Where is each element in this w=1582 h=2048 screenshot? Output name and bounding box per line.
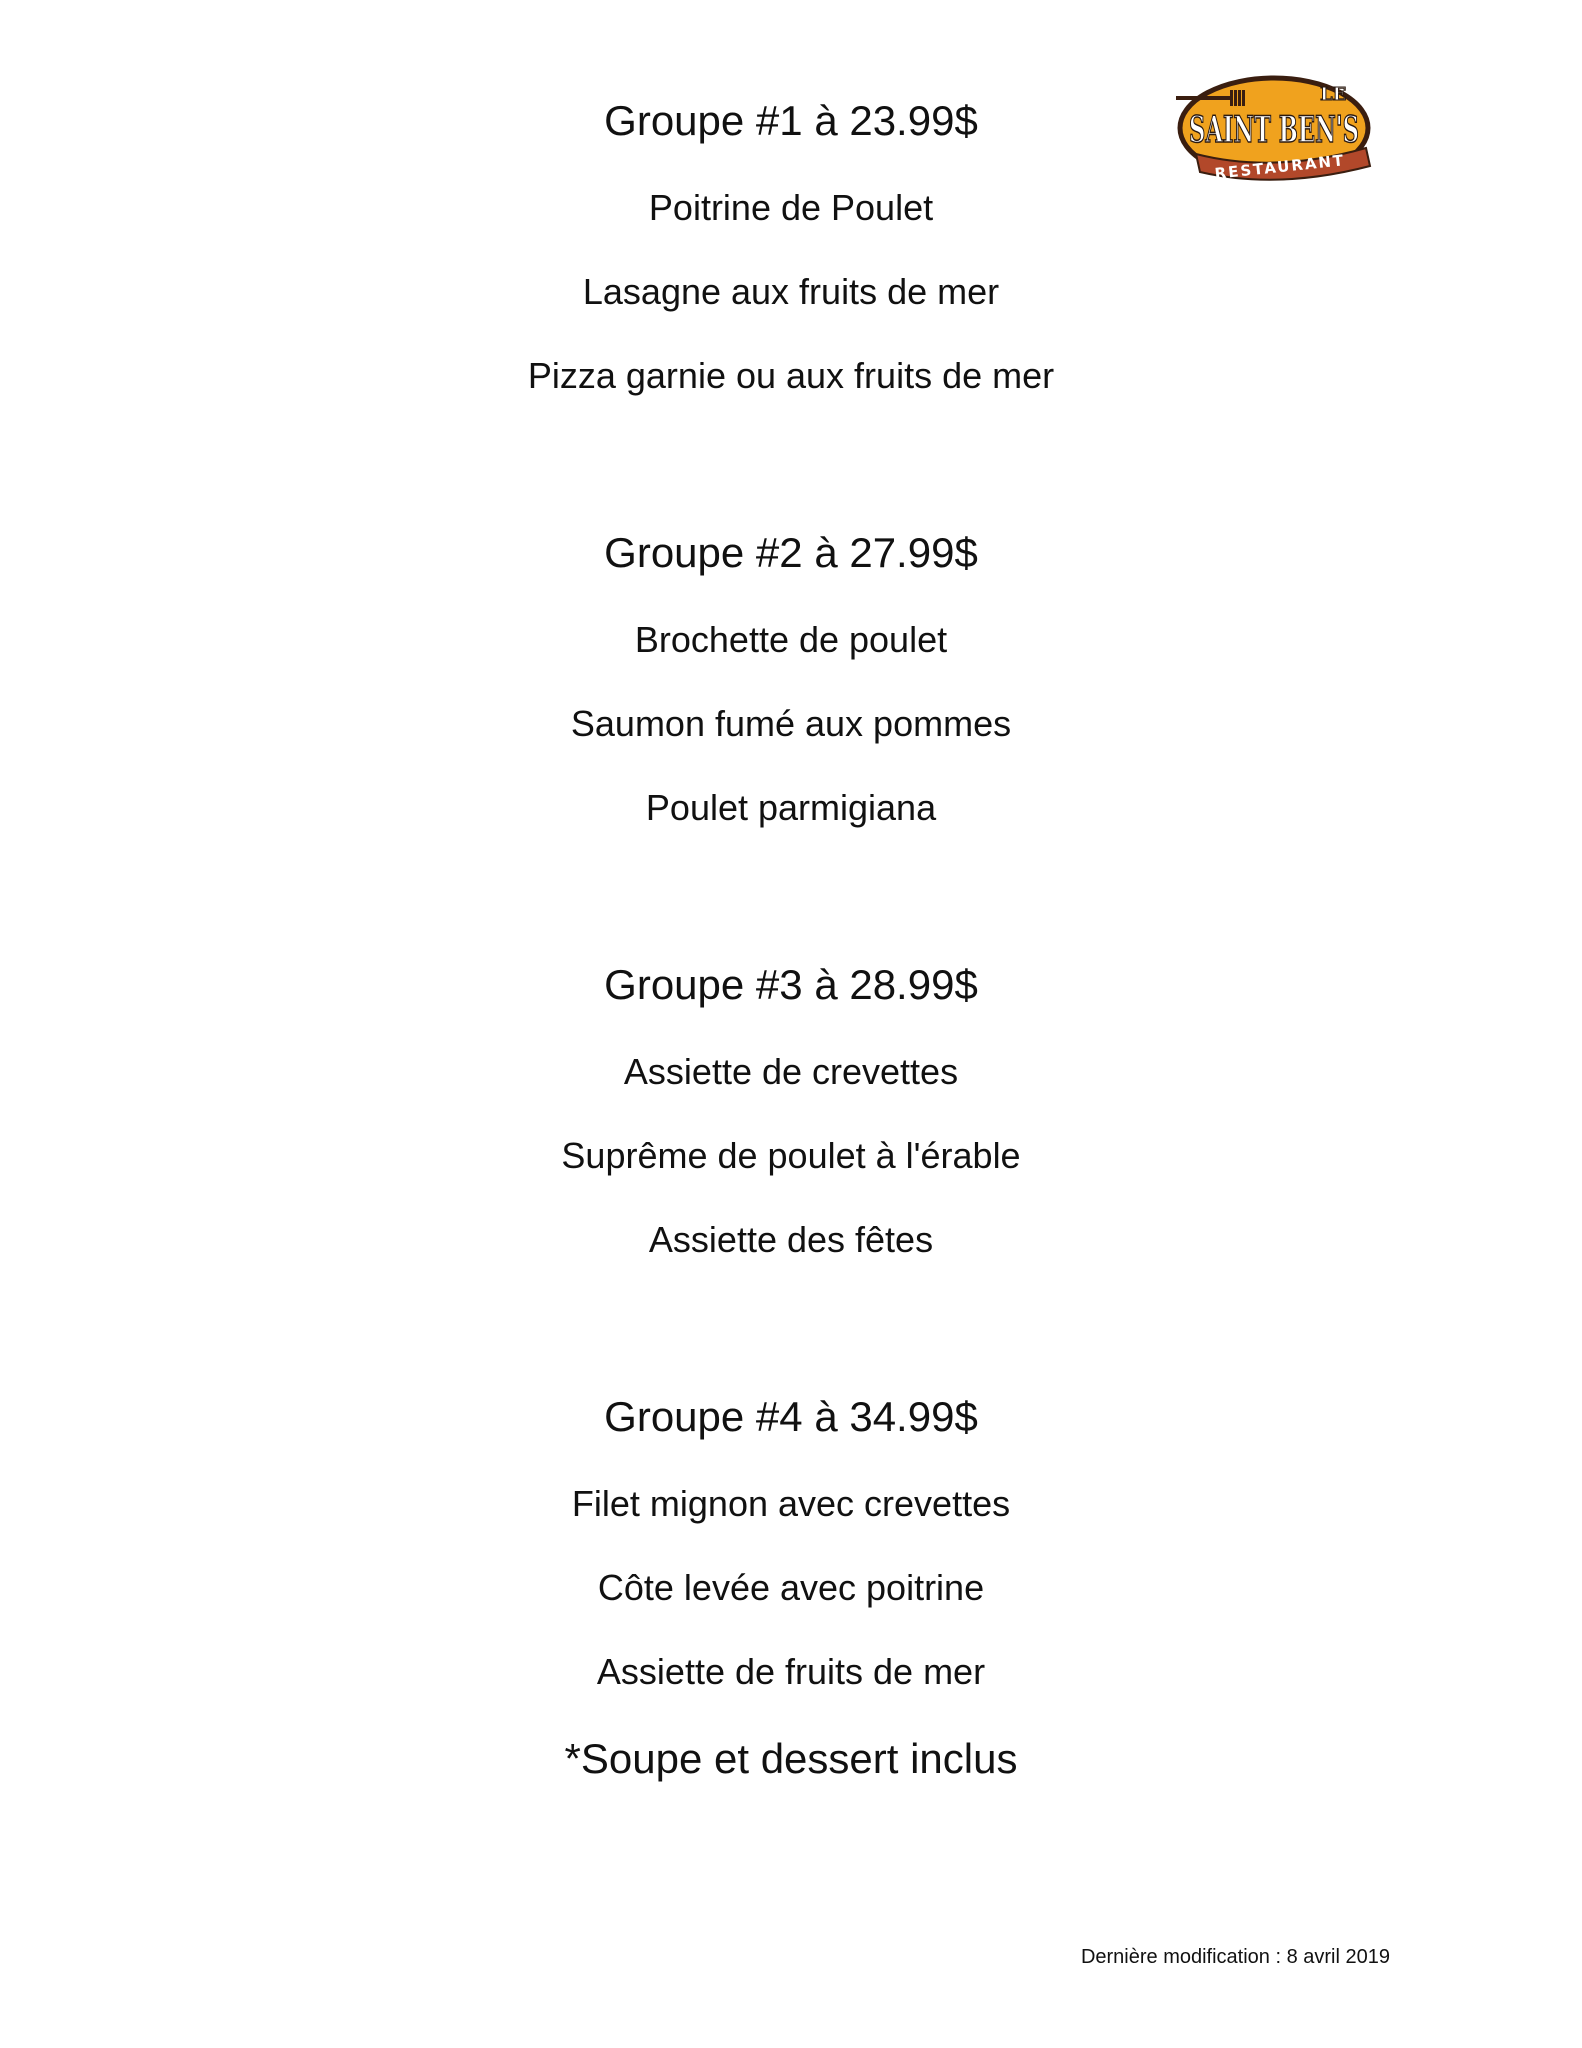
inclusion-note: *Soupe et dessert inclus (564, 1735, 1018, 1782)
group-3-item-1: Assiette de crevettes (623, 1051, 959, 1092)
group-2-item-1: Brochette de poulet (634, 619, 948, 660)
group-4-item-3: Assiette de fruits de mer (596, 1651, 986, 1692)
group-3-title: Groupe #3 à 28.99$ (604, 961, 978, 1008)
group-3-item-2: Suprême de poulet à l'érable (561, 1135, 1021, 1176)
last-modified-date: Dernière modification : 8 avril 2019 (1080, 1946, 1390, 1968)
group-1-item-2: Lasagne aux fruits de mer (582, 271, 1000, 312)
group-1-title: Groupe #1 à 23.99$ (604, 97, 978, 144)
svg-text:RESTAURANT: RESTAURANT (1213, 151, 1346, 183)
svg-text:LE: LE (1320, 84, 1347, 105)
group-3-item-3: Assiette des fêtes (648, 1219, 934, 1260)
group-2-item-3: Poulet parmigiana (645, 787, 937, 828)
group-1-item-3: Pizza garnie ou aux fruits de mer (527, 355, 1055, 396)
group-4-item-1: Filet mignon avec crevettes (571, 1483, 1011, 1524)
group-2-title: Groupe #2 à 27.99$ (604, 529, 978, 576)
group-4-title: Groupe #4 à 34.99$ (604, 1393, 978, 1440)
group-2-item-2: Saumon fumé aux pommes (570, 703, 1012, 744)
svg-text:SAINT BEN'S: SAINT BEN'S (1189, 109, 1359, 151)
group-1-item-1: Poitrine de Poulet (648, 187, 934, 228)
group-4-item-2: Côte levée avec poitrine (597, 1567, 985, 1608)
